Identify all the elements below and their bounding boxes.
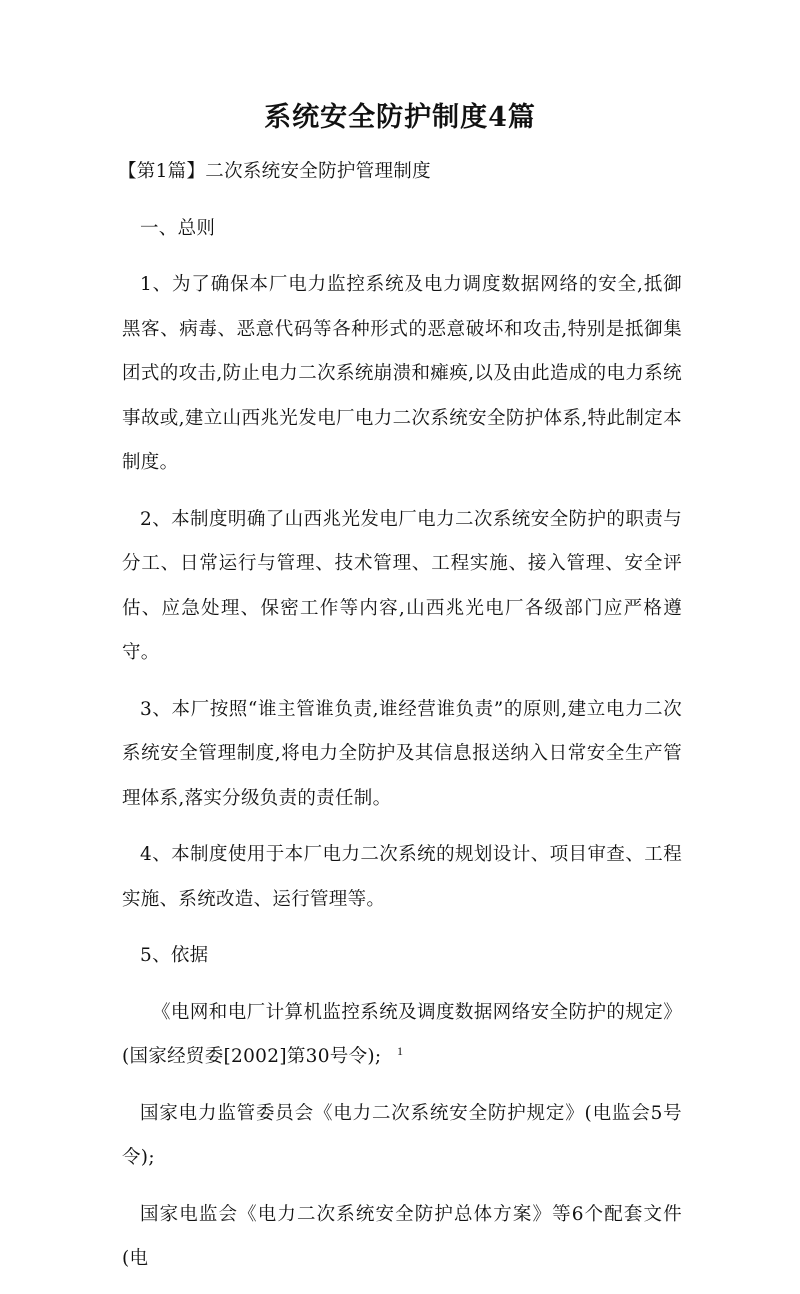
document-body xyxy=(118,150,682,1294)
subsection-heading: 一、总则 xyxy=(140,217,216,239)
reference-1: 《电网和电厂计算机监控系统及调度数据网络安全防护的规定》(国家经贸委[2002]第30号令); xyxy=(122,1001,682,1067)
section-heading: 【第1篇】二次系统安全防护管理制度 xyxy=(118,161,431,182)
paragraph-4: 4、本制度使用于本厂电力二次系统的规划设计、项目审查、工程实施、系统改造、运行管理等。 xyxy=(122,844,682,910)
document-title: 系统安全防护制度4篇 xyxy=(264,102,536,133)
reference-3: 国家电监会《电力二次系统安全防护总体方案》等6个配套文件(电 xyxy=(122,1203,682,1269)
paragraph-1: 1、为了确保本厂电力监控系统及电力调度数据网络的安全,抵御黑客、病毒、恶意代码等各种形式的恶意破坏和攻击,特别是抵御集团式的攻击,防止电力二次系统崩溃和瘫痪,以及由此造成的电力系统事故或,建立山西兆光发电厂电力二次系统安全防护体系,特此制定本制度。 xyxy=(122,274,682,473)
paragraph-3: 3、本厂按照“谁主管谁负责,谁经营谁负责”的原则,建立电力二次系统安全管理制度,将电力全防护及其信息报送纳入日常安全生产管理体系,落实分级负责的责任制。 xyxy=(122,698,682,809)
paragraph-5: 5、依据 xyxy=(140,945,209,966)
reference-2: 国家电力监管委员会《电力二次系统安全防护规定》(电监会5号令); xyxy=(122,1102,682,1168)
paragraph-2: 2、本制度明确了山西兆光发电厂电力二次系统安全防护的职责与分工、日常运行与管理、技术管理、工程实施、接入管理、安全评估、应急处理、保密工作等内容,山西兆光电厂各级部门应严格遵守。 xyxy=(122,508,682,663)
page-number: 1 xyxy=(397,1044,403,1058)
